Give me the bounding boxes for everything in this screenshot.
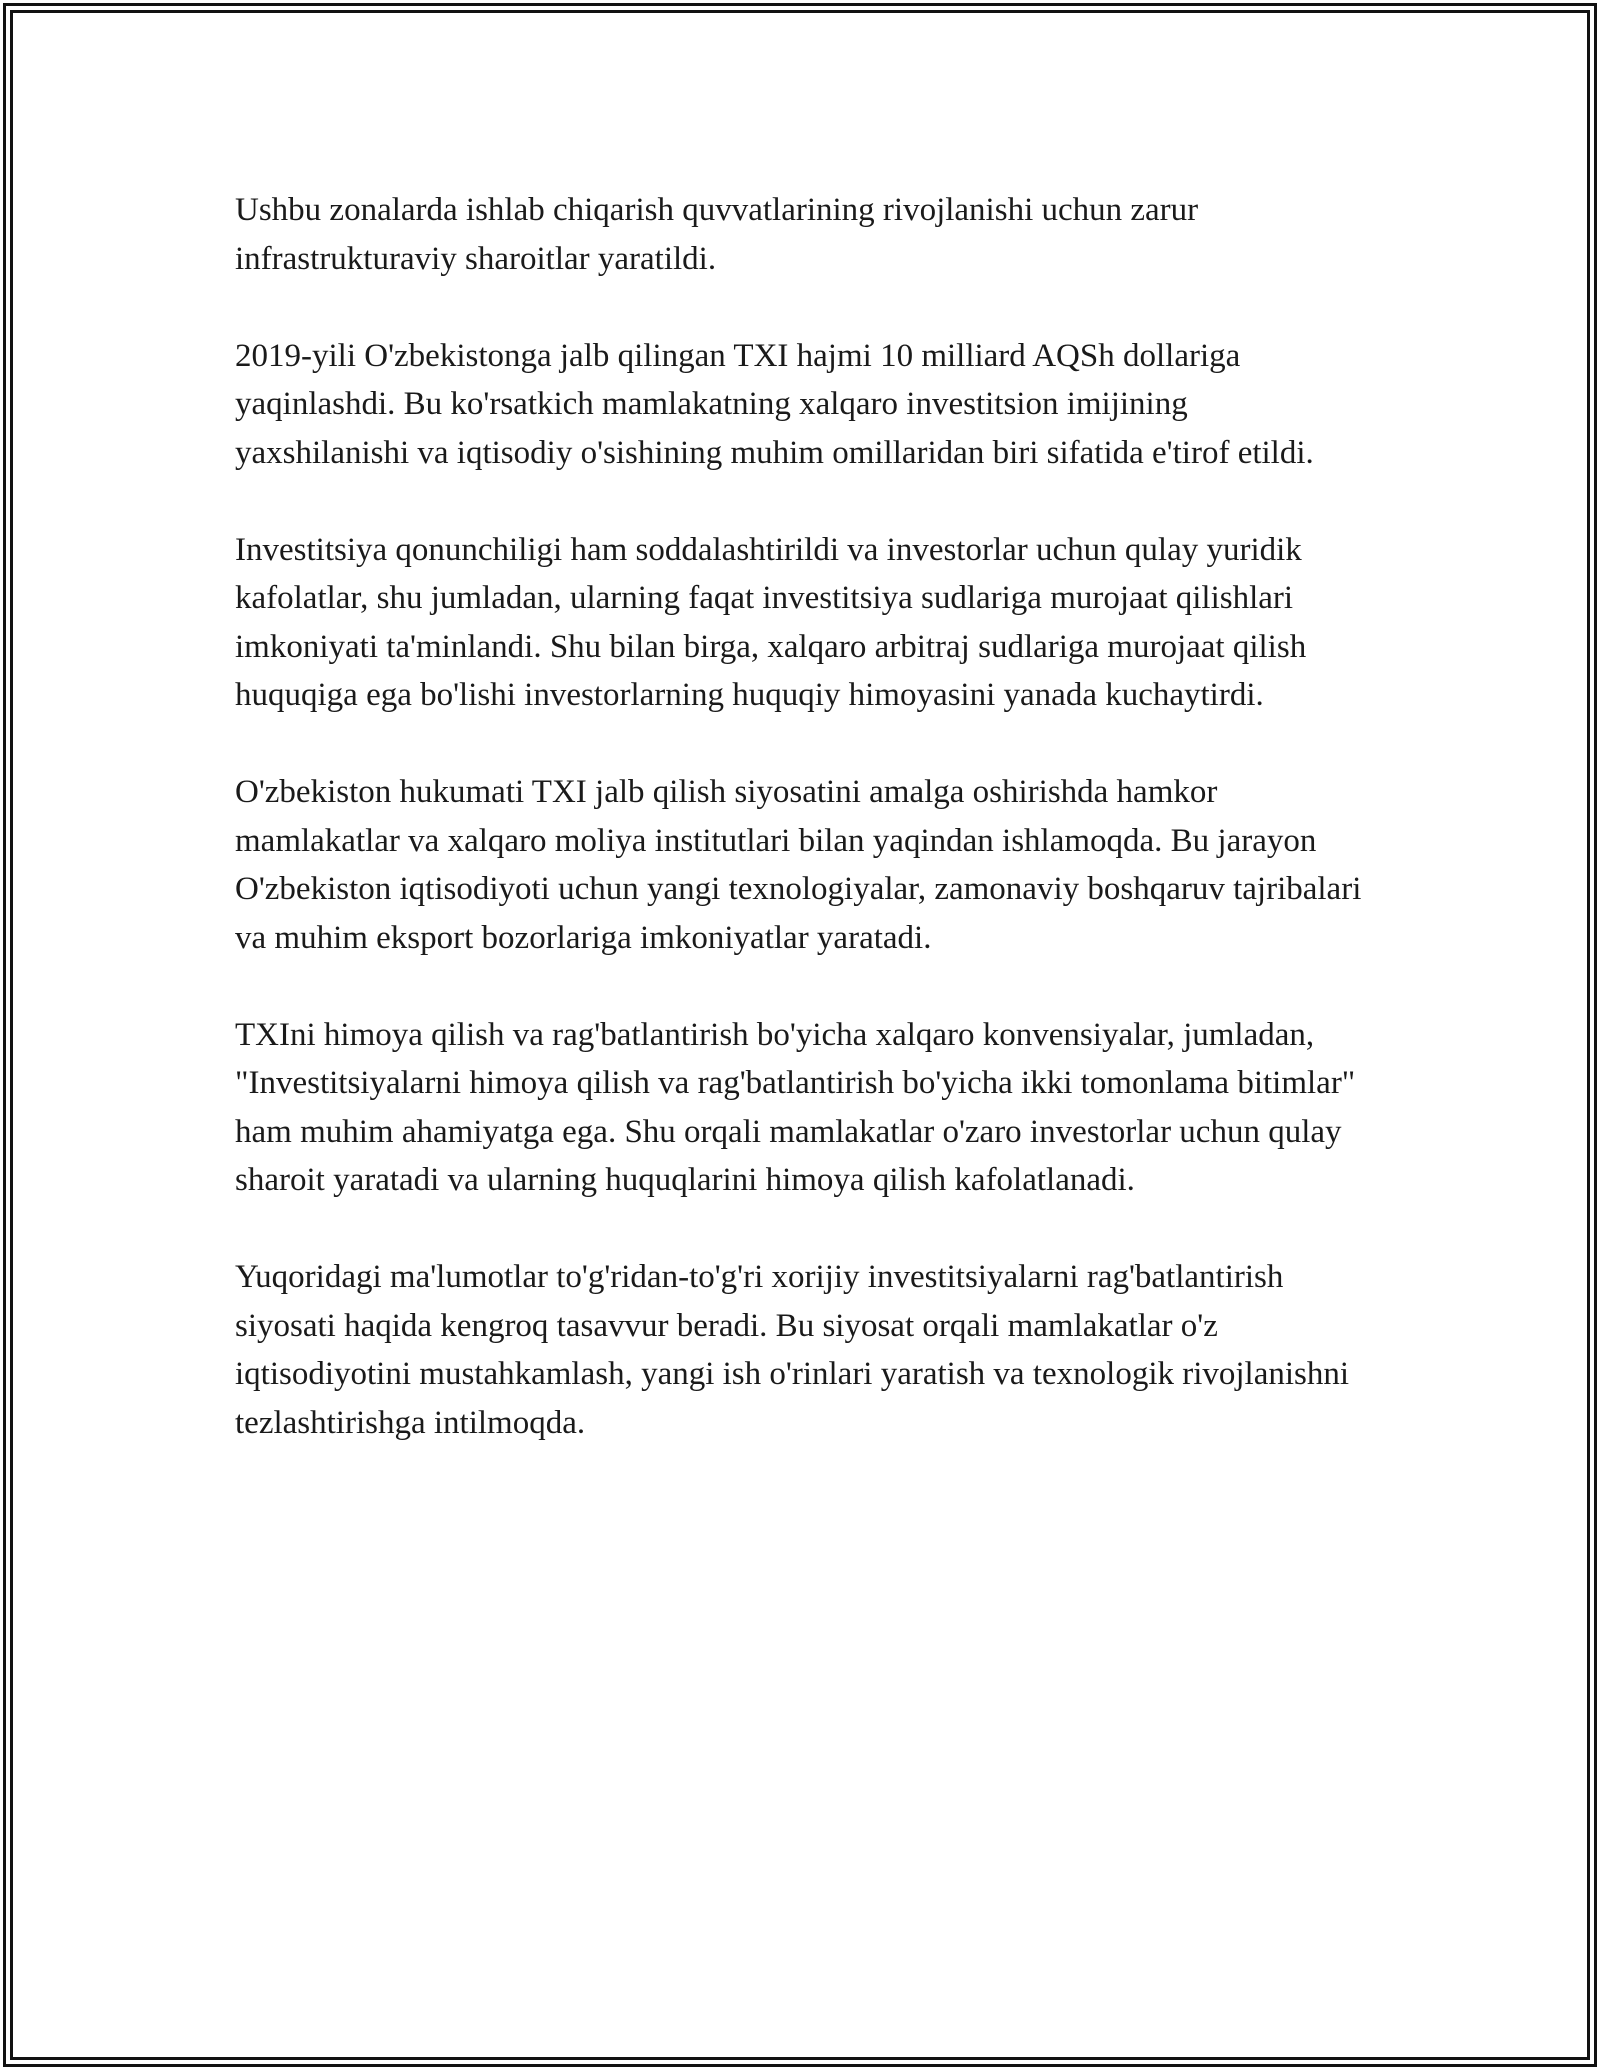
document-body xyxy=(235,186,1370,1496)
paragraph-6: Yuqoridagi ma'lumotlar to'g'ridan-to'g'ri xorijiy investitsiyalarni rag'batlantirish siyosati haqida kengroq tasavvur beradi. Bu siyosat orqali mamlakatlar o'z iqtisodiyotini mustahkamlash, yangi ish o'rinlari yaratish va texnologik rivojlanishni tezlashtirishga intilmoqda. xyxy=(235,1259,1350,1441)
paragraph-5: TXIni himoya qilish va rag'batlantirish bo'yicha xalqaro konvensiyalar, jumladan, "Investitsiyalarni himoya qilish va rag'batlantirish bo'yicha ikki tomonlama bitimlar" ham muhim ahamiyatga ega. Shu orqali mamlakatlar o'zaro investorlar uchun qulay sharoit yaratadi va ularning huquqlarini himoya qilish kafolatlanadi. xyxy=(235,1016,1356,1198)
paragraph-3: Investitsiya qonunchiligi ham soddalashtirildi va investorlar uchun qulay yuridik kafolatlar, shu jumladan, ularning faqat investitsiya sudlariga murojaat qilishlari imkoniyati ta'minlandi. Shu bilan birga, xalqaro arbitraj sudlariga murojaat qilish huquqiga ega bo'lishi investorlarning huquqiy himoyasini yanada kuchaytirdi. xyxy=(235,531,1307,713)
paragraph-1: Ushbu zonalarda ishlab chiqarish quvvatlarining rivojlanishi uchun zarur infrastrukturaviy sharoitlar yaratildi. xyxy=(235,192,1199,277)
paragraph-2: 2019-yili O'zbekistonga jalb qilingan TXI hajmi 10 milliard AQSh dollariga yaqinlashdi. Bu ko'rsatkich mamlakatning xalqaro investitsion imijining yaxshilanishi va iqtisodiy o'sishining muhim omillaridan biri sifatida e'tirof etildi. xyxy=(235,337,1314,471)
paragraph-4: O'zbekiston hukumati TXI jalb qilish siyosatini amalga oshirishda hamkor mamlakatlar va xalqaro moliya institutlari bilan yaqindan ishlamoqda. Bu jarayon O'zbekiston iqtisodiyoti uchun yangi texnologiyalar, zamonaviy boshqaruv tajribalari va muhim eksport bozorlariga imkoniyatlar yaratadi. xyxy=(235,774,1362,956)
